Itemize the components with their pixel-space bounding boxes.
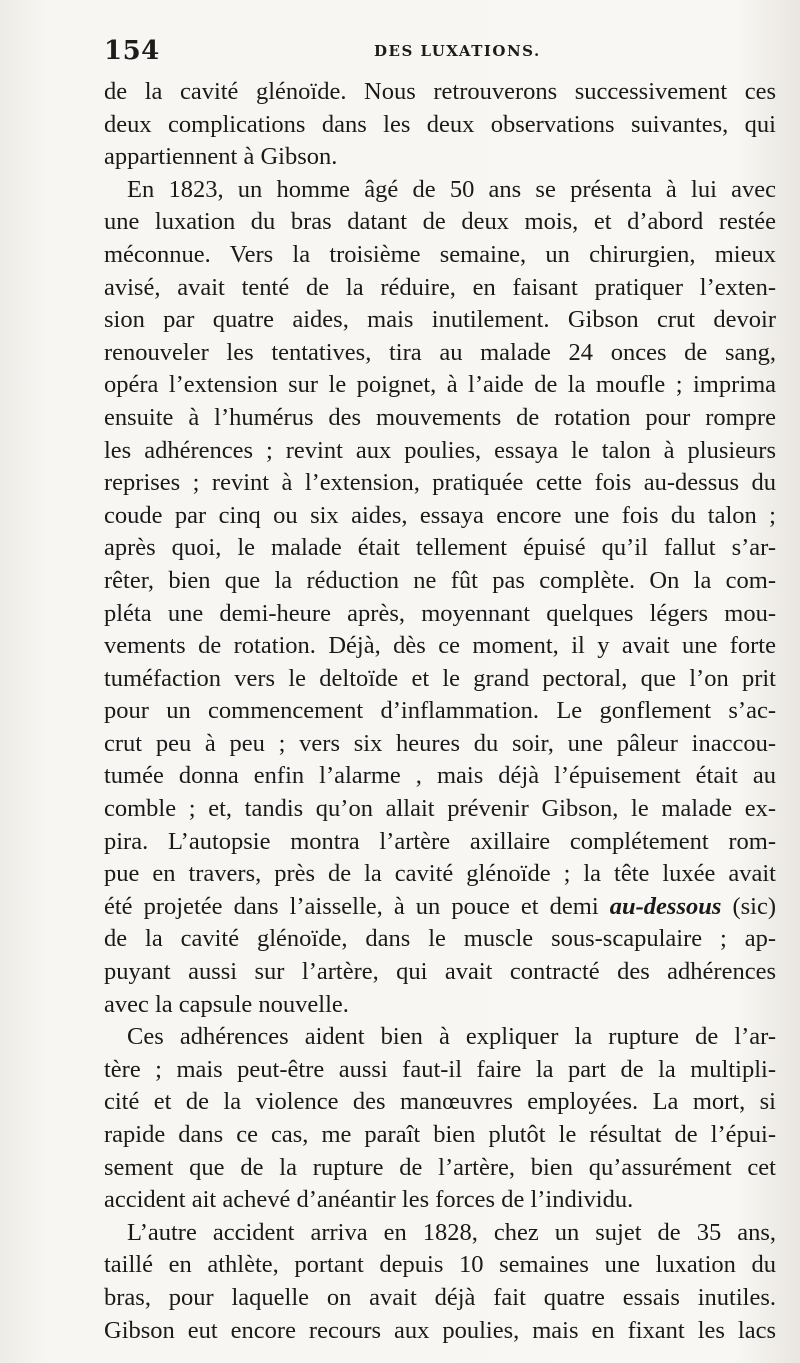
text-line: reprises ; revint à l’extension, pratiquée cette fois au-dessus du [104, 469, 776, 497]
text-line: appartiennent à Gibson. [104, 143, 338, 171]
text-line: renouveler les tentatives, tira au malade 24 onces de sang, [104, 338, 776, 366]
text-line: été projetée dans l’aisselle, à un pouce et demi au-dessous (sic) [104, 892, 776, 920]
text-line: pira. L’autopsie montra l’artère axillaire complétement rom- [104, 827, 776, 855]
text-line: sement que de la rupture de l’artère, bien qu’assurément cet [104, 1153, 776, 1181]
text-line: deux complications dans les deux observations suivantes, qui [104, 110, 776, 138]
text-line: accident ait achevé d’anéantir les forces de l’individu. [104, 1186, 634, 1214]
paragraph-first-line: En 1823, un homme âgé de 50 ans se présenta à lui avec [127, 175, 776, 203]
text-line: rapide dans ce cas, me paraît bien plutôt le résultat de l’épui- [104, 1121, 776, 1148]
text-line: comble ; et, tandis qu’on allait prévenir Gibson, le malade ex- [104, 795, 776, 823]
text-line: de la cavité glénoïde. Nous retrouverons successivement ces [104, 78, 776, 105]
text-line: vements de rotation. Déjà, dès ce moment, il y avait une forte [104, 632, 776, 660]
running-head: DES LUXATIONS. [374, 42, 541, 60]
text-line: avec la capsule nouvelle. [104, 990, 349, 1018]
text-line: ensuite à l’humérus des mouvements de rotation pour rompre [104, 403, 776, 431]
text-line: pue en travers, près de la cavité glénoïde ; la tête luxée avait [104, 860, 776, 888]
text-line: opéra l’extension sur le poignet, à l’aide de la moufle ; imprima [104, 371, 776, 399]
text-line: crut peu à peu ; vers six heures du soir, une pâleur inaccou- [104, 729, 776, 757]
text-line: tumée donna enfin l’alarme , mais déjà l’épuisement était au [104, 762, 776, 790]
text-line: les adhérences ; revint aux poulies, essaya le talon à plusieurs [104, 436, 776, 464]
text-line: tuméfaction vers le deltoïde et le grand pectoral, que l’on prit [104, 664, 776, 692]
body-text [104, 76, 776, 1347]
text-line: après quoi, le malade était tellement épuisé qu’il fallut s’ar- [104, 534, 776, 562]
text-line: coude par cinq ou six aides, essaya encore une fois du talon ; [104, 501, 776, 529]
paragraph-first-line: L’autre accident arriva en 1828, chez un sujet de 35 ans, [127, 1218, 776, 1246]
italic-emphasis: au-dessous [609, 892, 722, 920]
text-line: une luxation du bras datant de deux mois, et d’abord restée [104, 208, 776, 236]
text-line: de la cavité glénoïde, dans le muscle sous-scapulaire ; ap- [104, 925, 776, 953]
text-line: Gibson eut encore recours aux poulies, mais en fixant les lacs [104, 1316, 776, 1344]
text-line: sion par quatre aides, mais inutilement. Gibson crut devoir [104, 306, 776, 334]
text-line: méconnue. Vers la troisième semaine, un chirurgien, mieux [104, 240, 776, 268]
paragraph-first-line: Ces adhérences aident bien à expliquer la rupture de l’ar- [127, 1023, 776, 1051]
text-line: pour un commencement d’inflammation. Le gonflement s’ac- [104, 697, 776, 725]
page-number: 154 [104, 36, 160, 66]
text-line: pléta une demi-heure après, moyennant quelques légers mou- [104, 599, 776, 627]
text-line: cité et de la violence des manœuvres employées. La mort, si [104, 1088, 776, 1116]
text-line: avisé, avait tenté de la réduire, en faisant pratiquer l’exten- [104, 273, 776, 301]
text-line: taillé en athlète, portant depuis 10 semaines une luxation du [104, 1251, 776, 1279]
text-line: tère ; mais peut-être aussi faut-il faire la part de la multipli- [104, 1055, 776, 1083]
text-line: bras, pour laquelle on avait déjà fait quatre essais inutiles. [104, 1283, 776, 1311]
text-line: puyant aussi sur l’artère, qui avait contracté des adhérences [104, 958, 776, 986]
page-header [104, 30, 764, 70]
text-line: rêter, bien que la réduction ne fût pas complète. On la com- [104, 566, 776, 594]
